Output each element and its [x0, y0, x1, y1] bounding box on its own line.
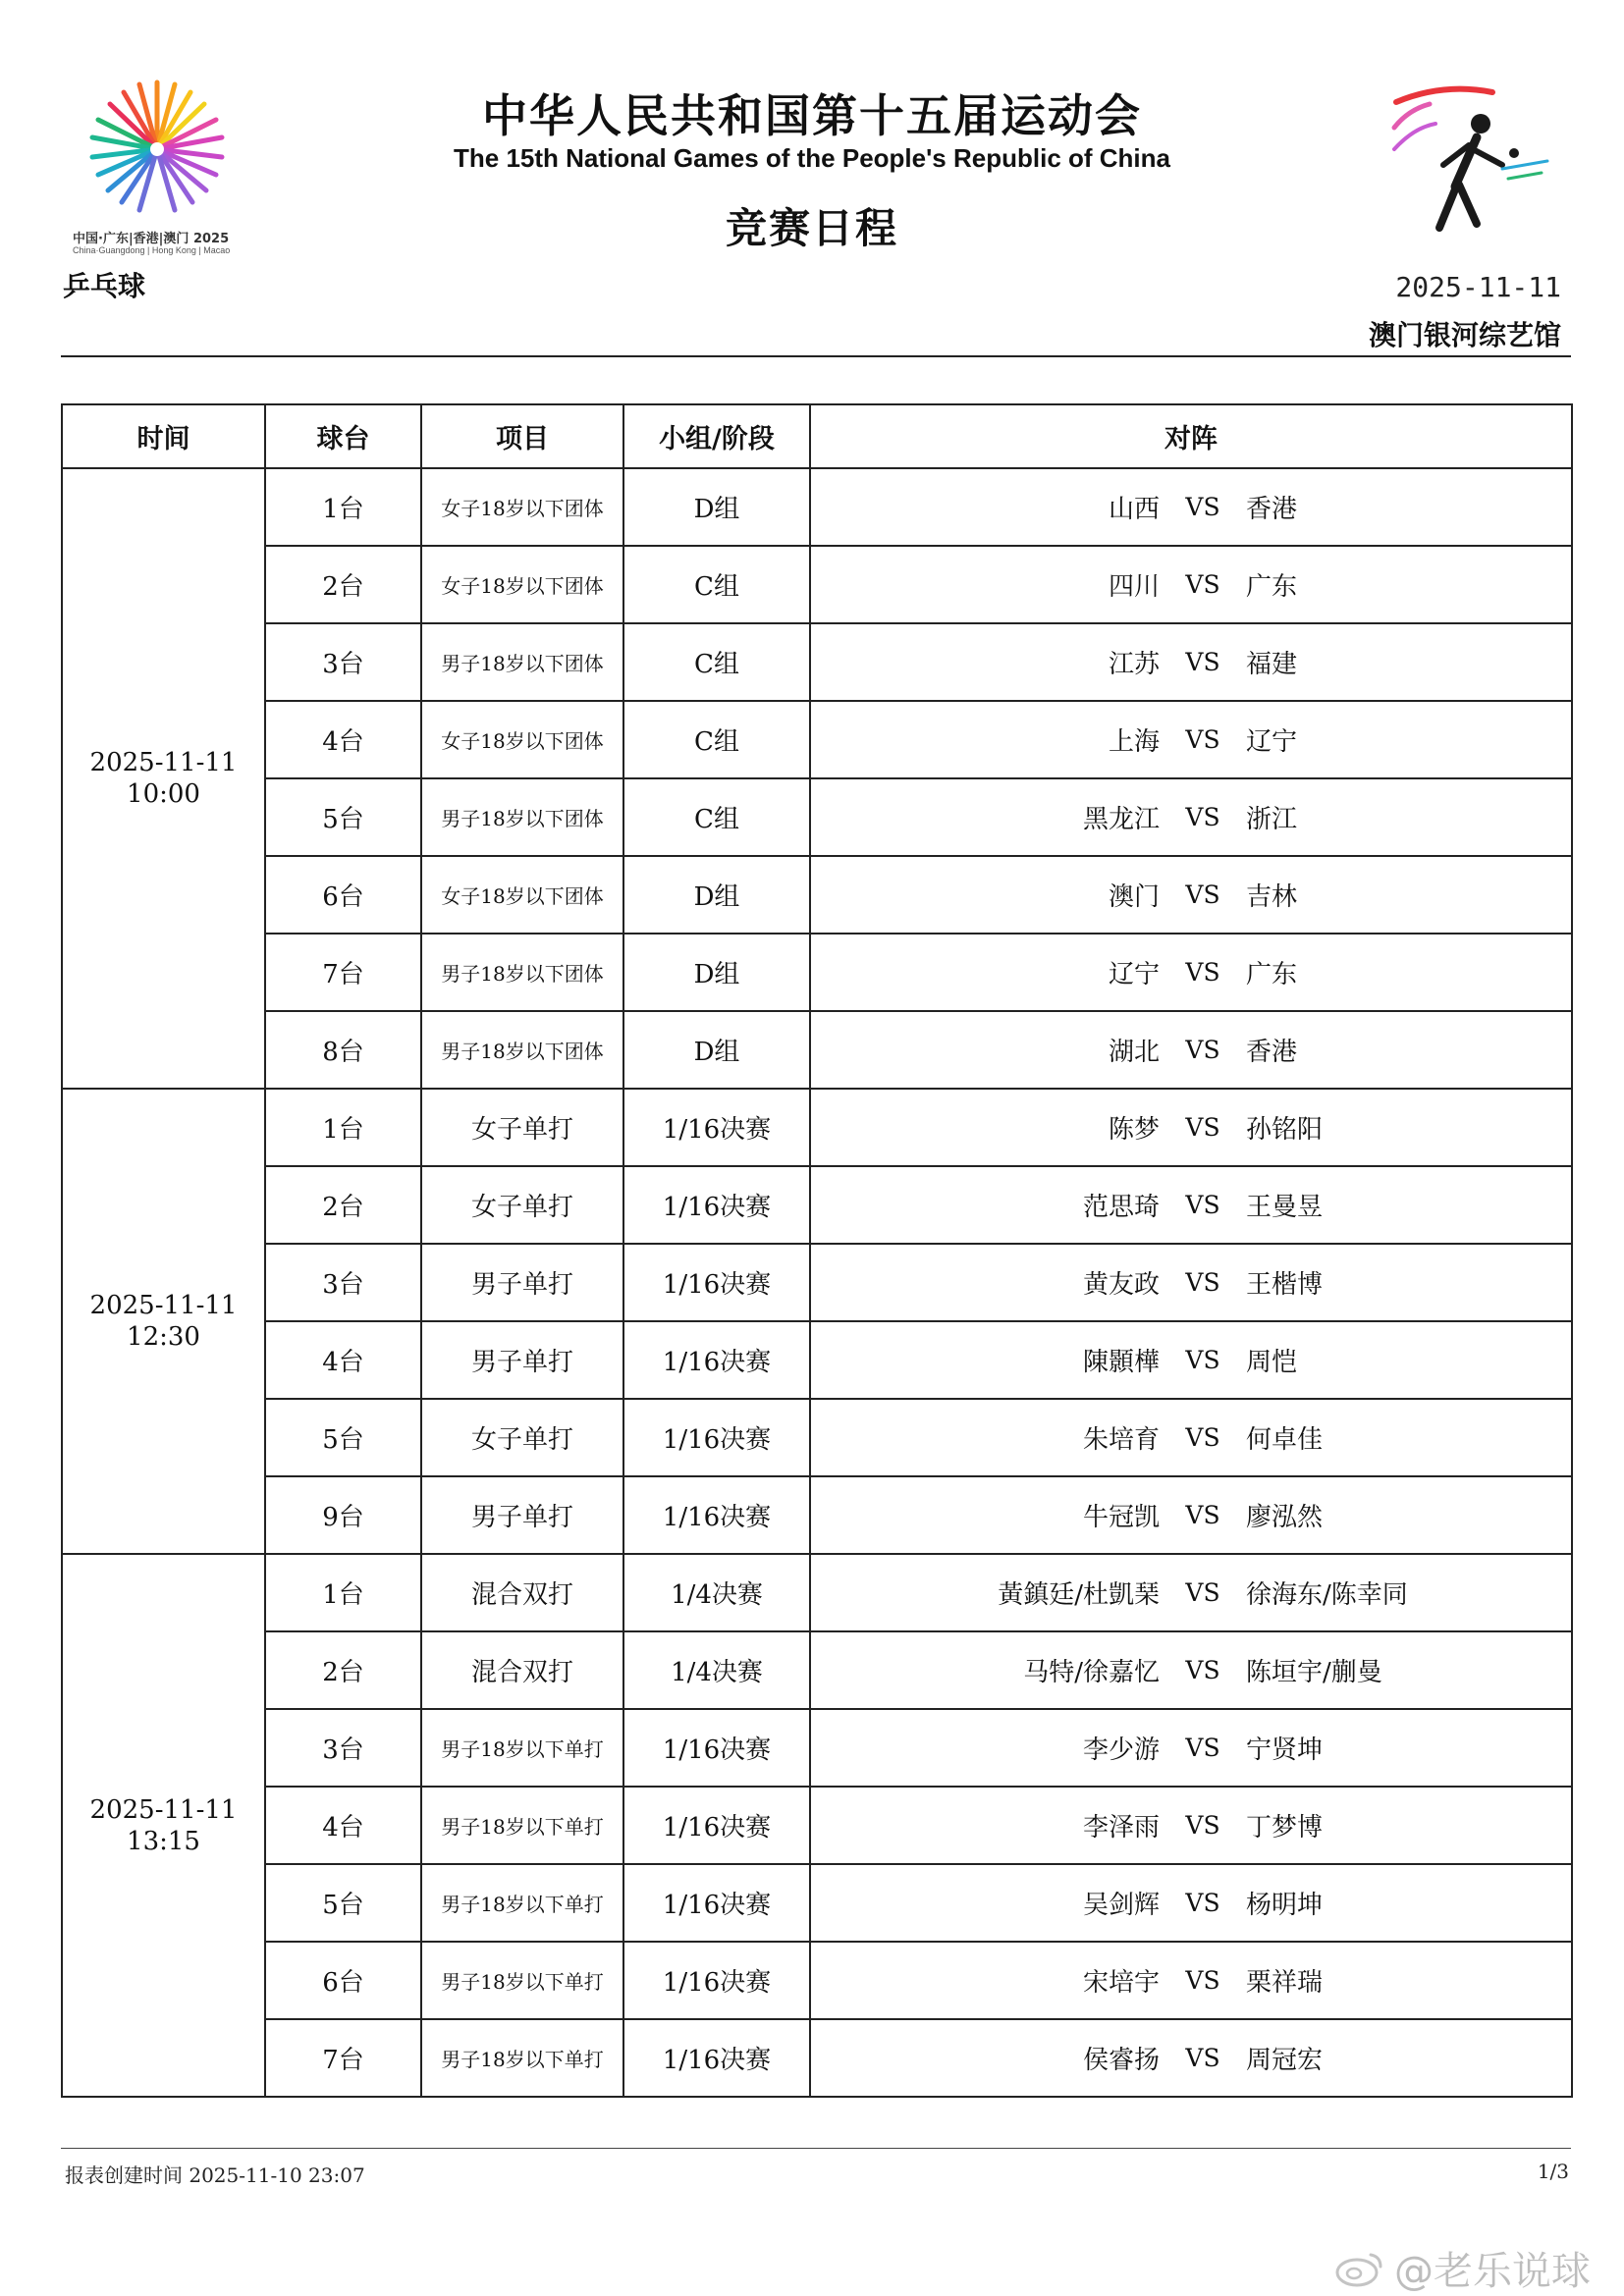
home-team: 宋培宇: [1082, 1968, 1160, 1998]
table-row: [62, 1321, 1572, 1399]
table-row: [62, 934, 1572, 1011]
event-cell: 男子18岁以下团体: [421, 934, 623, 1011]
event-cell: 女子单打: [421, 1399, 623, 1476]
matchup: [811, 779, 1571, 855]
home-team: 吴剑辉: [1082, 1891, 1160, 1920]
home-team: 黄友政: [1082, 1270, 1160, 1300]
matchup-cell: [810, 1709, 1572, 1787]
matchup-cell: [810, 1631, 1572, 1709]
away-team: 香港: [1246, 495, 1298, 524]
matchup: [811, 1400, 1571, 1475]
matchup-cell: [810, 546, 1572, 623]
table-row: [62, 1244, 1572, 1321]
matchup-cell: [810, 2019, 1572, 2097]
table-row: [62, 1166, 1572, 1244]
matchup: [811, 1090, 1571, 1165]
matchup-cell: [810, 934, 1572, 1011]
matchup-cell: [810, 1399, 1572, 1476]
event-cell: 男子18岁以下团体: [421, 1011, 623, 1089]
vs-label: VS: [1185, 881, 1220, 909]
matchup: [811, 702, 1571, 777]
away-team: 周恺: [1246, 1348, 1298, 1377]
home-team: 李泽雨: [1082, 1813, 1160, 1842]
table-row: [62, 546, 1572, 623]
page-title-english: The 15th National Games of the People's Republic of China: [454, 143, 1170, 173]
matchup: [811, 1865, 1571, 1941]
schedule-table: [61, 403, 1573, 2098]
matchup-cell: [810, 1089, 1572, 1166]
vs-label: VS: [1185, 803, 1220, 831]
session-time: 10:00: [127, 779, 200, 809]
stage-cell: 1/16决赛: [623, 1787, 810, 1864]
header-table-number: 球台: [265, 404, 421, 468]
weibo-icon: [1333, 2249, 1386, 2288]
matchup: [811, 1632, 1571, 1708]
matchup: [811, 1167, 1571, 1243]
table-number-cell: 7台: [265, 934, 421, 1011]
home-team: 湖北: [1108, 1038, 1160, 1067]
event-cell: 男子单打: [421, 1244, 623, 1321]
venue-name: 澳门银河综艺馆: [1368, 319, 1561, 351]
header-stage: 小组/阶段: [623, 404, 810, 468]
matchup-cell: [810, 1864, 1572, 1942]
vs-label: VS: [1185, 1268, 1220, 1297]
home-team: 黑龙江: [1082, 805, 1160, 834]
page-subtitle: 竞赛日程: [725, 204, 898, 252]
table-row: [62, 1476, 1572, 1554]
table-row: [62, 468, 1572, 546]
event-cell: 女子18岁以下团体: [421, 701, 623, 778]
stage-cell: 1/16决赛: [623, 1399, 810, 1476]
matchup: [811, 1477, 1571, 1553]
stage-cell: 1/16决赛: [623, 1166, 810, 1244]
away-team: 栗祥瑞: [1246, 1968, 1324, 1998]
vs-label: VS: [1185, 1734, 1220, 1762]
matchup: [811, 469, 1571, 545]
logo-caption-cn: 中国·广东|香港|澳门 2025: [73, 232, 230, 246]
matchup: [811, 1245, 1571, 1320]
watermark: [1333, 2240, 1591, 2296]
matchup-cell: [810, 1321, 1572, 1399]
matchup: [811, 1012, 1571, 1088]
sport-name: 乒乓球: [63, 270, 146, 302]
table-number-cell: 2台: [265, 1631, 421, 1709]
table-number-cell: 4台: [265, 1321, 421, 1399]
home-team: 陳顥樺: [1082, 1348, 1160, 1377]
vs-label: VS: [1185, 2044, 1220, 2072]
table-row: [62, 2019, 1572, 2097]
header-divider: [61, 355, 1571, 357]
vs-label: VS: [1185, 1113, 1220, 1142]
home-team: 朱培育: [1082, 1425, 1160, 1455]
table-row: [62, 1942, 1572, 2019]
event-cell: 男子18岁以下单打: [421, 1787, 623, 1864]
home-team: 侯睿扬: [1082, 2046, 1160, 2075]
session-date: 2025-11-11: [89, 1794, 238, 1825]
matchup: [811, 1555, 1571, 1630]
matchup: [811, 857, 1571, 933]
matchup-cell: [810, 1011, 1572, 1089]
matchup-cell: [810, 856, 1572, 934]
stage-cell: D组: [623, 856, 810, 934]
home-team: 范思琦: [1082, 1193, 1160, 1222]
event-cell: 女子单打: [421, 1089, 623, 1166]
table-number-cell: 8台: [265, 1011, 421, 1089]
table-number-cell: 2台: [265, 1166, 421, 1244]
away-team: 王楷博: [1246, 1270, 1324, 1300]
stage-cell: 1/16决赛: [623, 1476, 810, 1554]
table-number-cell: 3台: [265, 1709, 421, 1787]
session-time: 12:30: [127, 1322, 200, 1352]
stage-cell: 1/16决赛: [623, 2019, 810, 2097]
matchup: [811, 547, 1571, 622]
header-matchup: 对阵: [810, 404, 1572, 468]
matchup-cell: [810, 1166, 1572, 1244]
stage-cell: 1/16决赛: [623, 1942, 810, 2019]
table-number-cell: 7台: [265, 2019, 421, 2097]
session-date: 2025-11-11: [89, 1291, 238, 1320]
session-time: 13:15: [127, 1826, 200, 1856]
table-row: [62, 778, 1572, 856]
vs-label: VS: [1185, 1656, 1220, 1684]
table-tennis-pictogram-icon: [1375, 80, 1561, 238]
table-number-cell: 6台: [265, 1942, 421, 2019]
table-row: [62, 1709, 1572, 1787]
away-team: 杨明坤: [1246, 1891, 1324, 1920]
home-team: 牛冠凯: [1082, 1503, 1160, 1532]
stage-cell: 1/4决赛: [623, 1554, 810, 1631]
stage-cell: 1/16决赛: [623, 1864, 810, 1942]
away-team: 孙铭阳: [1246, 1115, 1324, 1145]
vs-label: VS: [1185, 493, 1220, 521]
away-team: 周冠宏: [1246, 2046, 1324, 2075]
stage-cell: 1/4决赛: [623, 1631, 810, 1709]
matchup: [811, 1322, 1571, 1398]
matchup-cell: [810, 623, 1572, 701]
home-team: 李少游: [1082, 1735, 1160, 1765]
table-row: [62, 1399, 1572, 1476]
logo-caption-en: China·Guangdong | Hong Kong | Macao: [73, 245, 231, 255]
stage-cell: 1/16决赛: [623, 1709, 810, 1787]
away-team: 陈垣宇/蒯曼: [1246, 1658, 1382, 1687]
vs-label: VS: [1185, 1811, 1220, 1840]
away-team: 辽宁: [1246, 727, 1298, 757]
stage-cell: C组: [623, 546, 810, 623]
table-row: [62, 623, 1572, 701]
home-team: 四川: [1108, 572, 1160, 602]
matchup: [811, 1710, 1571, 1786]
home-team: 辽宁: [1108, 960, 1160, 989]
header-time: 时间: [62, 404, 265, 468]
vs-label: VS: [1185, 1966, 1220, 1995]
home-team: 山西: [1108, 495, 1160, 524]
table-number-cell: 1台: [265, 1554, 421, 1631]
away-team: 廖泓然: [1246, 1503, 1324, 1532]
matchup-cell: [810, 1554, 1572, 1631]
page-number: 1/3: [1537, 2160, 1569, 2183]
table-number-cell: 9台: [265, 1476, 421, 1554]
event-cell: 男子单打: [421, 1321, 623, 1399]
away-team: 吉林: [1246, 882, 1298, 912]
vs-label: VS: [1185, 958, 1220, 987]
table-number-cell: 5台: [265, 778, 421, 856]
stage-cell: D组: [623, 468, 810, 546]
stage-cell: C组: [623, 623, 810, 701]
home-team: 马特/徐嘉忆: [1023, 1658, 1160, 1687]
table-number-cell: 4台: [265, 1787, 421, 1864]
matchup-cell: [810, 1476, 1572, 1554]
vs-label: VS: [1185, 1889, 1220, 1917]
stage-cell: C组: [623, 701, 810, 778]
matchup-cell: [810, 1244, 1572, 1321]
vs-label: VS: [1185, 1346, 1220, 1374]
table-number-cell: 6台: [265, 856, 421, 934]
matchup-cell: [810, 1942, 1572, 2019]
matchup: [811, 2020, 1571, 2096]
stage-cell: D组: [623, 1011, 810, 1089]
table-number-cell: 4台: [265, 701, 421, 778]
event-cell: 男子18岁以下团体: [421, 623, 623, 701]
stage-cell: 1/16决赛: [623, 1089, 810, 1166]
stage-cell: D组: [623, 934, 810, 1011]
away-team: 宁贤坤: [1246, 1735, 1324, 1765]
away-team: 王曼昱: [1246, 1193, 1324, 1222]
table-number-cell: 2台: [265, 546, 421, 623]
session-time-cell: [62, 1554, 265, 2097]
session-time-cell: [62, 1089, 265, 1554]
away-team: 香港: [1246, 1038, 1298, 1067]
vs-label: VS: [1185, 1191, 1220, 1219]
table-row: [62, 1554, 1572, 1631]
table-row: [62, 1089, 1572, 1166]
table-row: [62, 856, 1572, 934]
table-number-cell: 3台: [265, 623, 421, 701]
away-team: 福建: [1246, 650, 1298, 679]
event-cell: 男子18岁以下单打: [421, 2019, 623, 2097]
event-cell: 混合双打: [421, 1554, 623, 1631]
table-number-cell: 1台: [265, 468, 421, 546]
matchup-cell: [810, 468, 1572, 546]
table-number-cell: 3台: [265, 1244, 421, 1321]
home-team: 陈梦: [1108, 1115, 1160, 1145]
table-header-row: [62, 404, 1572, 468]
away-team: 徐海东/陈幸同: [1246, 1580, 1408, 1610]
header-event: 项目: [421, 404, 623, 468]
session-time-cell: [62, 468, 265, 1089]
matchup: [811, 624, 1571, 700]
vs-label: VS: [1185, 570, 1220, 599]
event-cell: 男子18岁以下团体: [421, 778, 623, 856]
home-team: 上海: [1108, 727, 1160, 757]
vs-label: VS: [1185, 1036, 1220, 1064]
stage-cell: C组: [623, 778, 810, 856]
table-number-cell: 5台: [265, 1864, 421, 1942]
event-cell: 女子18岁以下团体: [421, 468, 623, 546]
table-row: [62, 701, 1572, 778]
table-row: [62, 1011, 1572, 1089]
table-number-cell: 5台: [265, 1399, 421, 1476]
event-cell: 男子18岁以下单打: [421, 1709, 623, 1787]
session-date: 2025-11-11: [89, 748, 238, 777]
matchup: [811, 1943, 1571, 2018]
home-team: 江苏: [1108, 650, 1160, 679]
away-team: 何卓佳: [1246, 1425, 1324, 1455]
matchup: [811, 1788, 1571, 1863]
matchup: [811, 934, 1571, 1010]
vs-label: VS: [1185, 1501, 1220, 1529]
away-team: 丁梦博: [1246, 1813, 1324, 1842]
matchup-cell: [810, 778, 1572, 856]
vs-label: VS: [1185, 648, 1220, 676]
away-team: 广东: [1246, 572, 1298, 602]
watermark-text: @老乐说球: [1394, 2249, 1591, 2294]
event-cell: 女子18岁以下团体: [421, 856, 623, 934]
vs-label: VS: [1185, 1578, 1220, 1607]
event-cell: 女子18岁以下团体: [421, 546, 623, 623]
home-team: 澳门: [1108, 882, 1160, 912]
vs-label: VS: [1185, 1423, 1220, 1452]
vs-label: VS: [1185, 725, 1220, 754]
report-created-time: 报表创建时间 2025-11-10 23:07: [65, 2163, 365, 2187]
home-team: 黃鎮廷/杜凱琹: [998, 1580, 1160, 1610]
table-number-cell: 1台: [265, 1089, 421, 1166]
stage-cell: 1/16决赛: [623, 1321, 810, 1399]
event-cell: 男子18岁以下单打: [421, 1942, 623, 2019]
table-row: [62, 1631, 1572, 1709]
event-cell: 男子单打: [421, 1476, 623, 1554]
page-title: 中华人民共和国第十五届运动会: [482, 89, 1142, 142]
schedule-date: 2025-11-11: [1395, 271, 1561, 303]
event-cell: 混合双打: [421, 1631, 623, 1709]
away-team: 广东: [1246, 960, 1298, 989]
table-row: [62, 1864, 1572, 1942]
stage-cell: 1/16决赛: [623, 1244, 810, 1321]
away-team: 浙江: [1246, 805, 1298, 834]
matchup-cell: [810, 701, 1572, 778]
table-row: [62, 1787, 1572, 1864]
event-cell: 女子单打: [421, 1166, 623, 1244]
matchup-cell: [810, 1787, 1572, 1864]
event-cell: 男子18岁以下单打: [421, 1864, 623, 1942]
footer-divider: [61, 2148, 1571, 2149]
